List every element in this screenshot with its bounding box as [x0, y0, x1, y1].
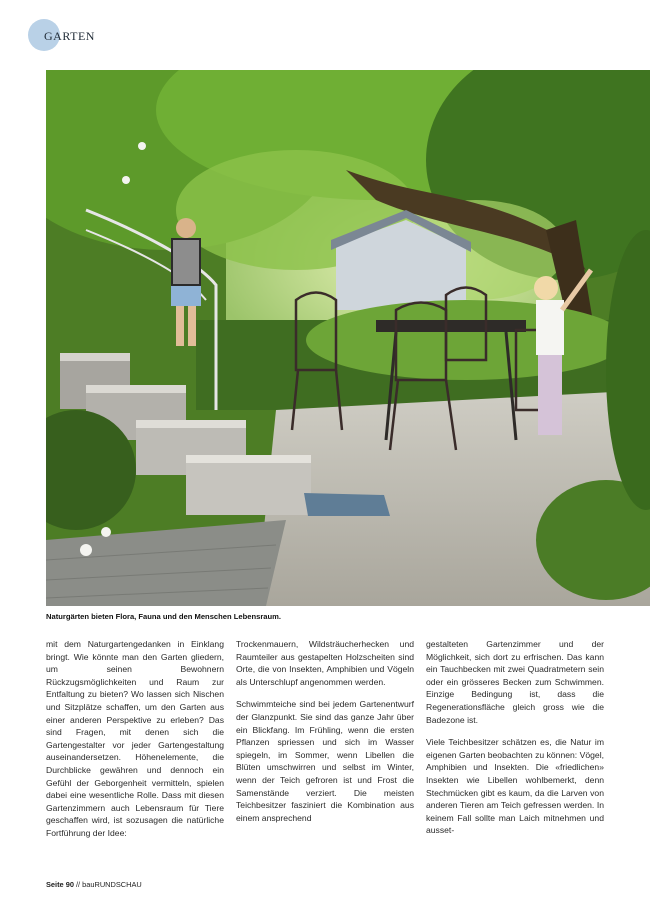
paragraph: Viele Teichbesitzer schätzen es, die Natur im eigenen Garten beobachten zu können: Vögel, Amphibien und Insekten. Die «friedlichen» Insekten wie Libellen wohlbemerkt, denn Stechmücken gibt es kaum, da die Larven von anderen Tieren am Teich gefressen werden. In keinem Fall sollte man Laich mitnehmen und ausset-	[426, 737, 604, 836]
footer-separator: //	[73, 880, 83, 889]
paragraph: Schwimmteiche sind bei jedem Gartenentwurf der Glanzpunkt. Sie sind das ganze Jahr über ein Blickfang. Im Frühling, wenn die ersten Pflanzen spriessen und sich im Wasser spiegeln, im Sommer, wenn Libellen die Blüten umschwirren und selbst im Winter, wenn der Teich gefroren ist und Frost die Samenstände verziert. Die meisten Teichbesitzer fasziniert die Kombination aus einem ansprechend	[236, 699, 414, 823]
magazine-name: bauRUNDSCHAU	[82, 880, 142, 889]
article-column-2	[236, 638, 414, 834]
section-label: GARTEN	[44, 29, 95, 43]
photo-caption: Naturgärten bieten Flora, Fauna und den Menschen Lebensraum.	[46, 612, 282, 621]
article-column-3	[426, 638, 604, 847]
article-body	[46, 638, 604, 853]
paragraph: Trockenmauern, Wildsträucherhecken und Raumteiler aus gestapelten Holzscheiten sind Orte, die von Insekten, Amphibien und Vögeln als Unterschlupf angenommen werden.	[236, 639, 414, 687]
garden-photo-illustration	[46, 70, 650, 606]
paragraph: gestalteten Gartenzimmer und der Möglichkeit, sich dort zu erfrischen. Das kann ein Tauchbecken mit zwei Quadratmetern sein oder ein grösseres Becken zum Schwimmen. Einzige Bedingung ist, dass die Regenerationsfläche gleich gross wie die Badezone ist.	[426, 639, 604, 725]
paragraph: mit dem Naturgartengedanken in Einklang bringt. Wie könnte man den Garten gliedern, um seinen Bewohnern Rückzugsmöglichkeiten und Raum zur Entfaltung zu bieten? Wo lassen sich Nischen und Sitzplätze schaffen, um den Garten aus einer anderen Perspektive zu erleben? Das sind Fragen, mit denen sich die Gartengestalter vor jeder Gartengestaltung auseinandersetzen. Höhenelemente, die Durchblicke gewähren und dennoch ein Gefühl der Geborgenheit vermitteln, spielen dabei eine wesentliche Rolle. Dass mit diesen Gartenzimmern auch Lebensraum für Tiere geschaffen wird, ist sozusagen die natürliche Fortführung der Idee:	[46, 639, 224, 838]
page-number: Seite 90	[46, 880, 74, 889]
page-footer	[46, 880, 142, 889]
article-column-1	[46, 638, 224, 850]
garden-photo	[46, 70, 650, 606]
